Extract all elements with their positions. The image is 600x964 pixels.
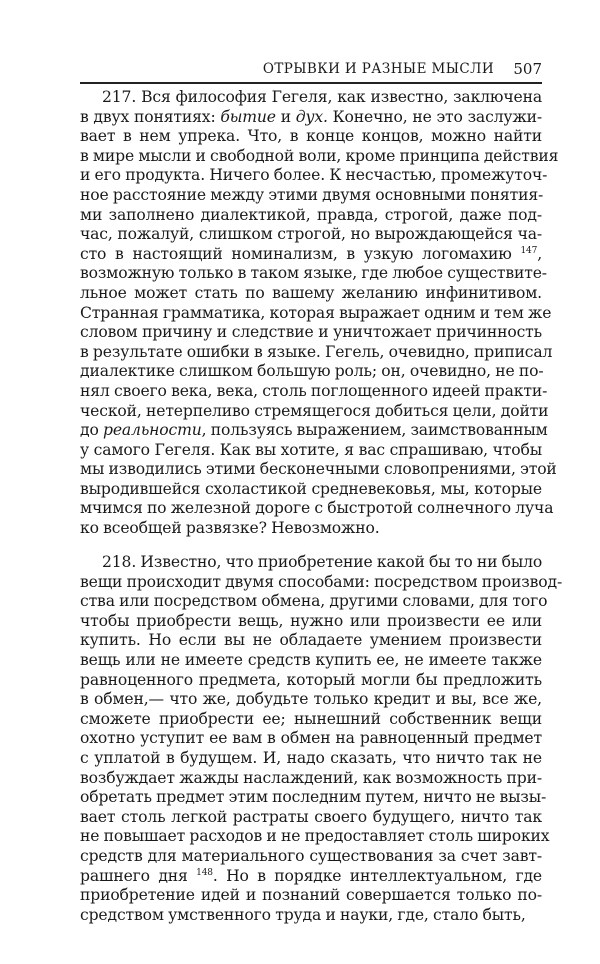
text-run: и его продукта. Ничего более. К несчастью, промежуточ- bbox=[80, 166, 548, 185]
text-line bbox=[80, 127, 542, 147]
text-line bbox=[80, 710, 542, 730]
text-line bbox=[80, 592, 548, 612]
text-run: сможете приобрести ее; нынешний собственник вещи bbox=[80, 709, 542, 728]
text-line bbox=[80, 671, 542, 691]
text-run: с уплатой в будущем. И, надо сказать, что ничто так не bbox=[80, 748, 542, 767]
text-line bbox=[80, 460, 557, 480]
running-header bbox=[80, 60, 542, 84]
text-run: ми заполнено диалектикой, правда, строгой, даже под- bbox=[80, 205, 542, 224]
text-line bbox=[80, 323, 542, 343]
text-line bbox=[80, 441, 542, 461]
text-run: час, пожалуй, слишком строгой, но вырождающейся ча- bbox=[80, 225, 542, 244]
italic-text: дух. bbox=[295, 107, 328, 126]
text-line bbox=[80, 519, 542, 539]
text-line bbox=[80, 729, 542, 749]
text-line bbox=[80, 480, 542, 500]
text-run: Странная грамматика, которая выражает одним и тем же bbox=[80, 303, 552, 322]
text-run: . Но в порядке интеллектуальном, где bbox=[212, 866, 543, 885]
text-line bbox=[80, 88, 542, 108]
text-line bbox=[80, 245, 542, 265]
text-line bbox=[80, 651, 542, 671]
text-run: возможную только в таком языке, где любое существите- bbox=[80, 264, 547, 283]
text-run: Конечно, не это заслужи- bbox=[327, 107, 542, 126]
text-line bbox=[80, 303, 552, 324]
text-line bbox=[80, 827, 550, 847]
text-line bbox=[80, 886, 542, 906]
text-run: ное расстояние между этими двумя основными понятия- bbox=[80, 185, 544, 204]
italic-text: бытие bbox=[220, 107, 276, 126]
text-run: средств для материального существования за счет завт- bbox=[80, 846, 542, 865]
text-run: в мире мысли и свободной воли, кроме принципа действия bbox=[80, 146, 559, 165]
text-line bbox=[80, 264, 547, 284]
text-run: в двух понятиях: bbox=[80, 107, 221, 126]
text-run: ко всеобщей развязке? Невозможно. bbox=[80, 519, 380, 538]
footnote-ref: 148 bbox=[196, 867, 213, 878]
text-line bbox=[80, 186, 542, 206]
text-run: рашнего дня bbox=[80, 866, 197, 885]
text-line bbox=[80, 166, 548, 186]
text-run: вещь или не имеете средств купить ее, не имеете также bbox=[80, 650, 542, 669]
text-run: до bbox=[80, 421, 103, 440]
text-run: ства или посредством обмена, другими словами, для того bbox=[80, 592, 548, 611]
text-line bbox=[80, 146, 559, 167]
text-run: словом причину и следствие и уничтожает причинность bbox=[80, 323, 542, 342]
text-run: равноценного предмета, который могли бы предложить bbox=[80, 670, 542, 689]
text-run: средством умственного труда и науки, где, стало быть, bbox=[80, 905, 526, 924]
text-line bbox=[80, 867, 542, 887]
paragraph-218 bbox=[80, 553, 563, 925]
text-run: чтобы приобрести вещь, нужно или произвести ее или bbox=[80, 611, 542, 630]
text-line bbox=[80, 206, 542, 226]
text-run: 217. Вся философия Гегеля, как известно, заключена bbox=[102, 88, 542, 106]
text-line bbox=[80, 847, 542, 867]
text-run: нял своего века, века, столь поглощенного идеей практи- bbox=[80, 381, 548, 400]
page-number: 507 bbox=[513, 60, 542, 78]
text-run: у самого Гегеля. Как вы хотите, я вас спрашиваю, чтобы bbox=[80, 440, 542, 459]
text-run: мчимся по железной дороге с быстротой солнечного луча bbox=[80, 499, 554, 518]
text-line bbox=[80, 108, 542, 128]
text-line bbox=[80, 788, 547, 808]
text-run: не повышает расходов и не предоставляет столь широких bbox=[80, 827, 550, 846]
text-run: охотно уступит ее вам в обмен на равноценный предмет bbox=[80, 729, 542, 748]
text-run: мы изводились этими бесконечными словопрениями, этой bbox=[80, 460, 557, 479]
footnote-ref: 147 bbox=[520, 245, 538, 256]
text-run: обретать предмет этим последним путем, ничто не вызы- bbox=[80, 788, 547, 807]
text-line bbox=[80, 284, 542, 304]
text-line bbox=[80, 342, 553, 363]
text-line bbox=[80, 769, 542, 789]
text-run: сто в настоящий номинализм, в узкую логомахию bbox=[80, 244, 521, 263]
text-run: в результате ошибки в языке. Гегель, очевидно, приписал bbox=[80, 342, 553, 361]
text-line bbox=[80, 631, 542, 651]
text-line bbox=[80, 421, 548, 441]
text-run: купить. Но если вы не обладаете умением произвести bbox=[80, 631, 542, 650]
text-run: и bbox=[275, 107, 296, 126]
paragraph-217 bbox=[80, 88, 559, 539]
running-title: ОТРЫВКИ И РАЗНЫЕ МЫСЛИ bbox=[262, 61, 494, 77]
text-line bbox=[80, 612, 542, 632]
text-run: диалектике слишком большую роль; он, очевидно, не по- bbox=[80, 362, 544, 381]
text-run: вает столь легкой растраты своего будущего, ничто так bbox=[80, 807, 542, 826]
text-line bbox=[80, 553, 542, 573]
text-run: выродившейся схоластикой средневековья, мы, которые bbox=[80, 479, 542, 498]
text-run: вещи происходит двумя способами: посредством производ- bbox=[80, 572, 563, 591]
text-run: ческой, нетерпеливо стремящегося добиться цели, дойти bbox=[80, 401, 549, 420]
text-run: приобретение идей и познаний совершается только по- bbox=[80, 886, 542, 905]
text-line bbox=[80, 401, 549, 422]
text-line bbox=[80, 690, 542, 710]
text-run: вает в нем упрека. Что, в конце концов, можно найти bbox=[80, 127, 542, 146]
text-run: 218. Известно, что приобретение какой бы то ни было bbox=[102, 553, 543, 571]
text-line bbox=[80, 808, 542, 828]
text-line bbox=[80, 499, 554, 519]
text-run: в обмен,— что же, добудьте только кредит и вы, все же, bbox=[80, 690, 542, 709]
text-line bbox=[80, 906, 542, 926]
text-line bbox=[80, 381, 548, 402]
text-run: , пользуясь выражением, заимствованным bbox=[201, 421, 548, 440]
text-run: , bbox=[537, 244, 542, 263]
text-line bbox=[80, 362, 542, 382]
text-line bbox=[80, 572, 563, 593]
text-line bbox=[80, 225, 542, 245]
text-line bbox=[80, 749, 542, 769]
italic-text: реальности bbox=[103, 421, 202, 440]
text-run: возбуждает жажды наслаждений, как возможность при- bbox=[80, 768, 542, 787]
text-run: льное может стать по вашему желанию инфинитивом. bbox=[80, 283, 542, 302]
